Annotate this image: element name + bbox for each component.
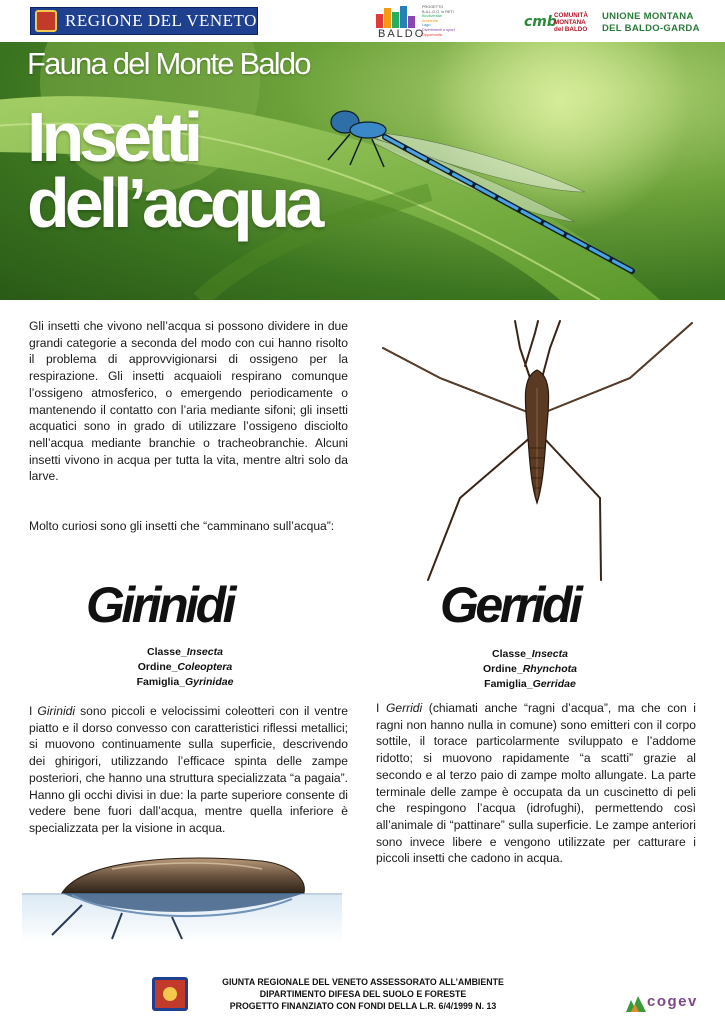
taxo-classe (120, 645, 250, 660)
baldo-squares-icon (374, 4, 418, 30)
baldo-line: Divertimenti e sport (422, 27, 455, 32)
baldo-line: B.A.L.D.O. in RETI (422, 9, 454, 14)
taxo-classe (460, 647, 600, 662)
logo-bar (0, 0, 725, 42)
desc-name: Gerridi (385, 701, 423, 715)
baldo-line: Biodiversità (422, 14, 442, 19)
girinidi-taxonomy (120, 645, 250, 690)
hero-title (27, 98, 320, 242)
desc-body: (chiamati anche “ragni d’acqua”, ma che con i ragni non hanno nulla in comune) sono emitteri con il corpo sottile, il torace particolarmente sviluppato e l’addome ridotto; si muovono rapidamente “a scatti” grazie al secondo e al terzo paio di zampe molto allungate. La parte terminale delle zampe è occupata da un cuscinetto di peli che respingono l’acqua (idrofughi), permettendo così all’animale di “pattinare” sulla superficie. Le zampe anteriori sono invece libere e vengono utilizzate per catturare i piccoli insetti che cadono in acqua. (376, 701, 696, 866)
baldo-line: Opportunità (422, 32, 442, 37)
taxo-famiglia (460, 677, 600, 692)
classe-value: Insecta (186, 646, 223, 658)
ordine-value: Coleoptera (177, 661, 233, 673)
comunita-montana-logo (524, 12, 594, 34)
veneto-crest-icon (152, 977, 188, 1011)
taxo-famiglia (120, 675, 250, 690)
famiglia-label: Famiglia_ (136, 676, 185, 688)
baldo-word: BALDO (378, 28, 426, 40)
gerridi-taxonomy (460, 647, 600, 692)
hero-subtitle: Fauna del Monte Baldo (27, 46, 310, 81)
gerridi-description (376, 700, 696, 867)
classe-label: Classe_ (492, 648, 532, 660)
cogev-text: cogev (647, 993, 698, 1010)
ordine-label: Ordine_ (483, 663, 523, 675)
girinidi-description (29, 703, 348, 837)
famiglia-value: Gerridae (532, 678, 576, 690)
gyrinus-illustration (22, 847, 342, 943)
unione-montana-logo (602, 11, 700, 35)
desc-pre: I (29, 704, 38, 718)
baldo-project-logo (374, 4, 470, 40)
classe-label: Classe_ (147, 646, 187, 658)
girinidi-title: Girinidi (86, 577, 233, 633)
taxo-ordine (120, 660, 250, 675)
hero-title-line: dell’acqua (27, 164, 320, 242)
footer-credits (198, 977, 528, 1012)
ordine-value: Rhynchota (522, 663, 577, 675)
regione-veneto-logo (30, 7, 258, 35)
unione-line: UNIONE MONTANA (602, 11, 694, 22)
intro-text (29, 318, 348, 535)
cmb-line: MONTANA (554, 19, 586, 26)
intro-paragraph: Molto curiosi sono gli insetti che “camminano sull’acqua”: (29, 519, 335, 534)
regione-crest-icon (35, 10, 57, 32)
hero-title-line: Insetti (27, 98, 199, 176)
famiglia-value: Gyrinidae (185, 676, 234, 688)
cogev-mountain-icon (625, 992, 647, 1014)
desc-pre: I (376, 701, 386, 715)
gerris-illustration (380, 318, 695, 583)
baldo-line: Ambiente (422, 18, 439, 23)
cmb-lines (554, 12, 588, 33)
cmb-line: del BALDO (554, 26, 588, 33)
classe-value: Insecta (531, 648, 568, 660)
unione-line: DEL BALDO-GARDA (602, 23, 700, 34)
intro-paragraph: Gli insetti che vivono nell’acqua si possono dividere in due grandi categorie a seconda del modo con cui hanno risolto il problema di approvvigionarsi di ossigeno per la respirazione. Gli insetti acquaioli respirano comunque l’ossigeno atmosferico, o emergendo periodicamente o mantenendo il contatto con l’aria mediante sifoni; gli insetti acquatici sono in grado di utilizzare l’ossigeno disciolto nell’acqua mediante branchie o tracheobranchie. Alcuni insetti vivono in acqua per tutta la vita, mentre altri solo da larve. (29, 319, 348, 484)
footer-line: PROGETTO FINANZIATO CON FONDI DELLA L.R. 6/4/1999 N. 13 (229, 1000, 497, 1011)
cogev-logo (625, 992, 705, 1014)
cmb-mark: cmb (524, 14, 557, 30)
taxo-ordine (460, 662, 600, 677)
baldo-line: PROGETTO (422, 5, 444, 9)
footer-line: DIPARTIMENTO DIFESA DEL SUOLO E FORESTE (259, 988, 467, 999)
hero-banner (0, 42, 725, 300)
footer-line: GIUNTA REGIONALE DEL VENETO ASSESSORATO ALL’AMBIENTE (222, 977, 504, 987)
gerridi-title: Gerridi (440, 577, 580, 633)
desc-body: sono piccoli e velocissimi coleotteri con il ventre piatto e il dorso convesso con caratteristici riflessi metallici; si muovono continuamente sulla superficie, descrivendo dei ghirigori, utilizzando l’efficace spinta delle zampe posteriori, che hanno una struttura specializzata “a pagaia”. Hanno gli occhi divisi in due: la parte superiore consente di vedere bene fuori dall’acqua, mentre quella inferiore è specializzata per la visione in acqua. (29, 704, 348, 835)
desc-name: Girinidi (37, 704, 76, 718)
regione-logo-text: REGIONE DEL VENETO (65, 11, 257, 30)
cmb-line: COMUNITÀ (554, 12, 588, 19)
baldo-line: Lago (422, 23, 431, 28)
baldo-lines (422, 5, 472, 37)
famiglia-label: Famiglia_ (484, 678, 533, 690)
ordine-label: Ordine_ (137, 661, 178, 673)
